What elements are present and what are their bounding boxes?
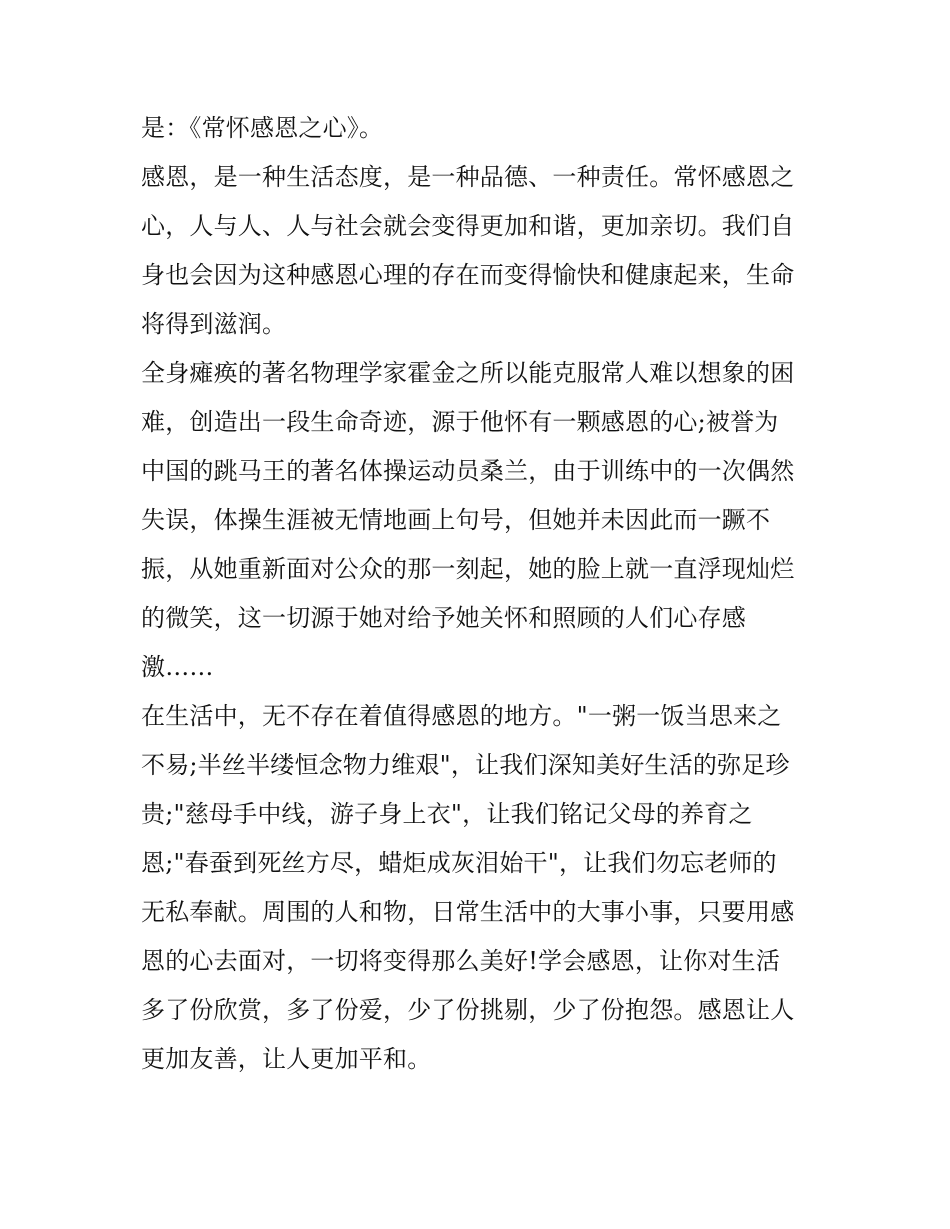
text-line: 是：《常怀感恩之心》。 <box>141 114 384 142</box>
document-body <box>141 104 813 1084</box>
text-line: 中国的跳马王的著名体操运动员桑兰，由于训练中的一次偶然 <box>141 457 795 485</box>
paragraph-examples <box>141 349 813 692</box>
text-line: 在生活中，无不存在着值得感恩的地方。"一粥一饭当思来之 <box>141 702 782 730</box>
text-line: 振，从她重新面对公众的那一刻起，她的脸上就一直浮现灿烂 <box>141 555 795 583</box>
paragraph-daily-life <box>141 692 813 1084</box>
text-line: 更加友善，让人更加平和。 <box>141 1045 432 1073</box>
paragraph-gratitude-definition <box>141 153 813 349</box>
text-line: 身也会因为这种感恩心理的存在而变得愉快和健康起来，生命 <box>141 261 795 289</box>
text-line: 失误，体操生涯被无情地画上句号，但她并未因此而一蹶不 <box>141 506 771 534</box>
text-line: 心，人与人、人与社会就会变得更加和谐，更加亲切。我们自 <box>141 212 795 240</box>
paragraph-title-line <box>141 104 813 153</box>
text-line: 难，创造出一段生命奇迹，源于他怀有一颗感恩的心;被誉为 <box>141 408 779 436</box>
text-line: 的微笑，这一切源于她对给予她关怀和照顾的人们心存感 <box>141 604 746 632</box>
text-line: 全身瘫痪的著名物理学家霍金之所以能克服常人难以想象的困 <box>141 359 795 387</box>
text-line: 多了份欣赏，多了份爱，少了份挑剔，少了份抱怨。感恩让人 <box>141 996 795 1024</box>
text-line: 恩的心去面对，一切将变得那么美好!学会感恩，让你对生活 <box>141 947 781 975</box>
text-line: 恩;"春蚕到死丝方尽，蜡炬成灰泪始干"，让我们勿忘老师的 <box>141 849 777 877</box>
text-line: 不易;半丝半缕恒念物力维艰"，让我们深知美好生活的弥足珍 <box>141 751 790 779</box>
text-line: 将得到滋润。 <box>141 310 287 338</box>
text-line: 无私奉献。周围的人和物，日常生活中的大事小事，只要用感 <box>141 898 795 926</box>
text-line: 感恩，是一种生活态度，是一种品德、一种责任。常怀感恩之 <box>141 163 795 191</box>
text-line: 激…… <box>141 653 214 681</box>
text-line: 贵;"慈母手中线，游子身上衣"，让我们铭记父母的养育之 <box>141 800 753 828</box>
